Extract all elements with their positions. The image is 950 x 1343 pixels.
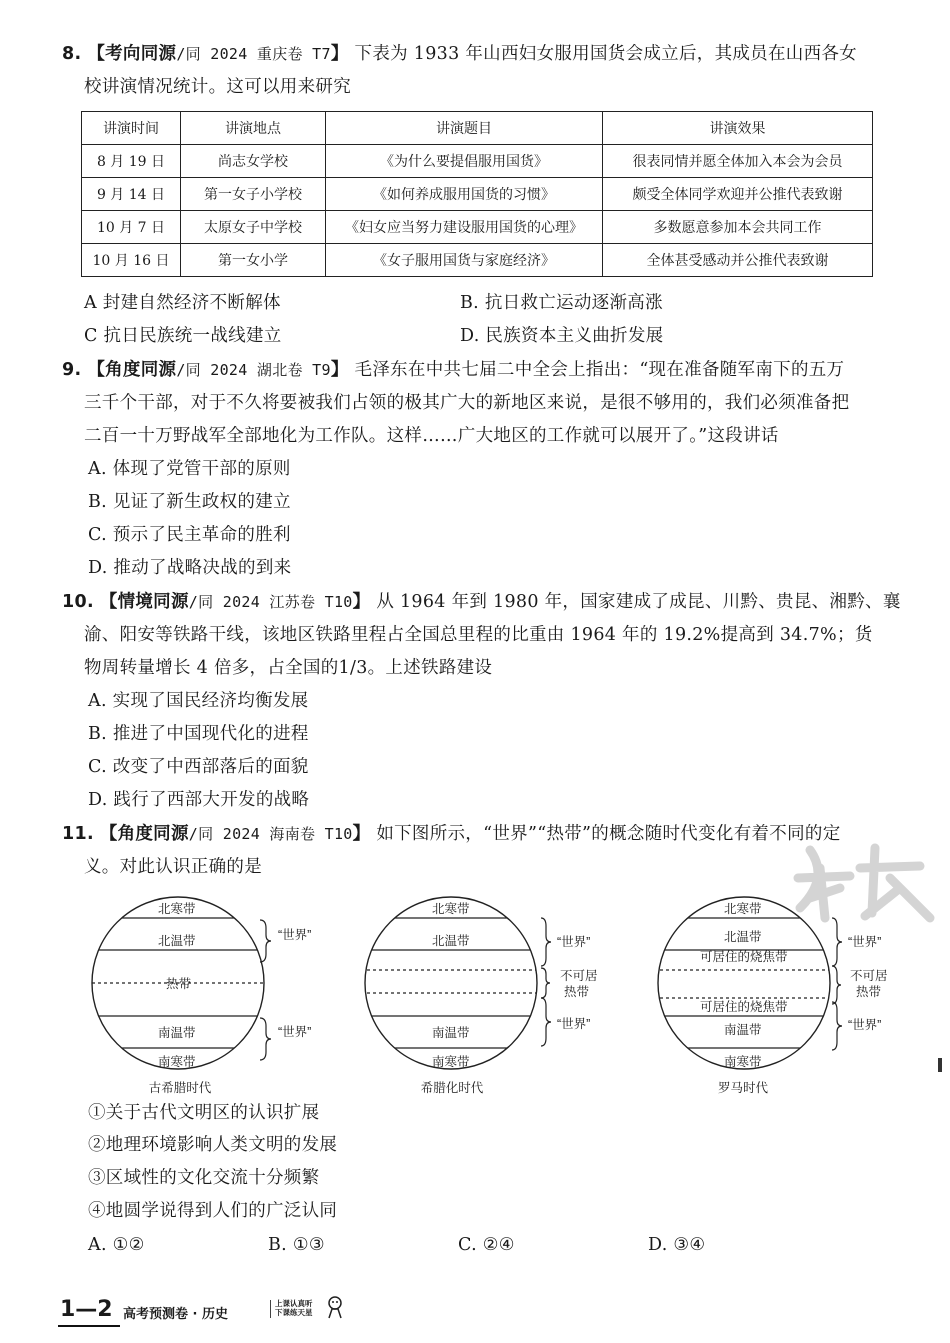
- brace-label: “世界”: [557, 935, 591, 949]
- question-source: /同 2024 海南卷 T10: [188, 825, 353, 843]
- brace-icon: [260, 1018, 271, 1060]
- zone-label: 可居住的烧焦带: [700, 950, 788, 964]
- q10-stem-line2: 渝、阳安等铁路干线，该地区铁路里程占全国总里程的比重由 1964 年的 19.2%提高到 34.7%；货: [84, 625, 873, 645]
- zone-label: 南寒带: [432, 1055, 470, 1069]
- statement-4: ④地圆学说得到人们的广泛认同: [88, 1201, 338, 1221]
- question-source: /同 2024 江苏卷 T10: [188, 593, 353, 611]
- brace-label: “世界”: [278, 928, 312, 942]
- table-header-row: [82, 112, 873, 145]
- brace-icon: [541, 998, 551, 1046]
- question-tag: 【情境同源: [99, 592, 189, 612]
- margin-mark: [938, 1058, 942, 1072]
- q11-option-a[interactable]: A. ①②: [88, 1235, 145, 1255]
- brace-icon: [260, 920, 271, 962]
- q8-option-d[interactable]: D. 民族资本主义曲折发展: [460, 326, 664, 346]
- question-number: 9.: [62, 360, 82, 380]
- diagram-caption: 罗马时代: [717, 1081, 768, 1095]
- q10-stem-line1: 10. 【情境同源/同 2024 江苏卷 T10】 从 1964 年到 1980 年，国家建成了成昆、川黔、贵昆、湘黔、襄: [62, 592, 901, 612]
- question-number: 8.: [62, 44, 82, 64]
- question-number: 10.: [62, 592, 94, 612]
- globe-outline: [658, 897, 830, 1069]
- q9-option-c[interactable]: C. 预示了民主革命的胜利: [88, 525, 291, 545]
- brace-label: “世界”: [848, 935, 882, 949]
- q11-stem-line2: 义。对此认识正确的是: [84, 857, 262, 877]
- table-header-cell: 讲演效果: [603, 112, 873, 145]
- zone-label: 可居住的烧焦带: [700, 1000, 788, 1014]
- q9-option-a[interactable]: A. 体现了党管干部的原则: [88, 459, 291, 479]
- question-tag: 【考向同源: [87, 44, 177, 64]
- q9-stem-line3: 二百一十万野战军全部地化为工作队。这样……广大地区的工作就可以展开了。”这段讲话: [84, 426, 779, 446]
- brace-label: 不可居: [850, 969, 888, 983]
- brace-label: “世界”: [278, 1025, 312, 1039]
- table-row: 8 月 19 日 尚志女学校 《为什么要提倡服用国货》 很表同情并愿全体加入本会为会员: [82, 145, 873, 178]
- q8-option-c[interactable]: C 抗日民族统一战线建立: [84, 326, 282, 346]
- brace-label: “世界”: [848, 1018, 882, 1032]
- statement-3: ③区域性的文化交流十分频繁: [88, 1168, 320, 1188]
- zone-label: 南寒带: [158, 1055, 196, 1069]
- zone-label: 南温带: [432, 1026, 470, 1040]
- table-header-cell: 讲演时间: [82, 112, 181, 145]
- q8-stem-line2: 校讲演情况统计。这可以用来研究: [84, 77, 351, 97]
- zone-label: 北寒带: [158, 902, 196, 916]
- q9-stem-line2: 三千个干部，对于不久将要被我们占领的极其广大的新地区来说，是很不够用的，我们必须准备把: [84, 393, 850, 413]
- table-header-cell: 讲演地点: [181, 112, 326, 145]
- q10-option-a[interactable]: A. 实现了国民经济均衡发展: [88, 691, 309, 711]
- zone-label: 北温带: [158, 934, 196, 948]
- zone-label: 北温带: [432, 934, 470, 948]
- brace-label: 热带: [856, 985, 882, 999]
- globe-diagram-ancient-greece: [80, 888, 350, 1078]
- table-row: 9 月 14 日 第一女子小学校 《如何养成服用国货的习惯》 颇受全体同学欢迎并公推代表致谢: [82, 178, 873, 211]
- table-row: 10 月 16 日 第一女小学 《女子服用国货与家庭经济》 全体甚受感动并公推代表致谢: [82, 244, 873, 277]
- q9-option-d[interactable]: D. 推动了战略决战的到来: [88, 558, 292, 578]
- table-row: 10 月 7 日 太原女子中学校 《妇女应当努力建设服用国货的心理》 多数愿意参加本会共同工作: [82, 211, 873, 244]
- q11-option-d[interactable]: D. ③④: [648, 1235, 706, 1255]
- footer-slogan: 上课认真听 下课练天星: [275, 1299, 313, 1317]
- q10-option-c[interactable]: C. 改变了中西部落后的面貌: [88, 757, 309, 777]
- brace-icon: [541, 918, 551, 966]
- q11-option-b[interactable]: B. ①③: [268, 1235, 325, 1255]
- table-header-cell: 讲演题目: [326, 112, 603, 145]
- footer-title: 高考预测卷 · 历史: [123, 1307, 228, 1322]
- q9-option-b[interactable]: B. 见证了新生政权的建立: [88, 492, 291, 512]
- diagram-caption: 古希腊时代: [148, 1081, 212, 1095]
- footer-rule: [58, 1325, 120, 1327]
- q9-stem-line1: 9. 【角度同源/同 2024 湖北卷 T9】 毛泽东在中共七届二中全会上指出：“现在准备随军南下的五万: [62, 360, 845, 380]
- zone-label: 南温带: [724, 1023, 762, 1037]
- lecture-table: [81, 111, 873, 277]
- q11-option-c[interactable]: C. ②④: [458, 1235, 515, 1255]
- question-tag: 【角度同源: [99, 824, 189, 844]
- zone-label: 南寒带: [724, 1055, 762, 1069]
- zone-label: 北寒带: [432, 902, 470, 916]
- q8-stem-line1: 8. 【考向同源/同 2024 重庆卷 T7】 下表为 1933 年山西妇女服用国货会成立后，其成员在山西各女: [62, 44, 857, 64]
- brace-icon: [541, 968, 550, 998]
- mascot-icon: [324, 1294, 346, 1320]
- brace-label: 不可居: [560, 969, 598, 983]
- brace-icon: [832, 918, 842, 966]
- statement-1: ①关于古代文明区的认识扩展: [88, 1103, 320, 1123]
- globe-outline: [365, 897, 537, 1069]
- q10-option-d[interactable]: D. 践行了西部大开发的战略: [88, 790, 310, 810]
- zone-label: 南温带: [158, 1026, 196, 1040]
- diagram-caption: 希腊化时代: [420, 1081, 484, 1095]
- q11-stem-line1: 11. 【角度同源/同 2024 海南卷 T10】 如下图所示，“世界”“热带”的概念随时代变化有着不同的定: [62, 824, 841, 844]
- statement-2: ②地理环境影响人类文明的发展: [88, 1135, 338, 1155]
- zone-label: 热带: [166, 977, 192, 991]
- footer-divider: [270, 1300, 271, 1318]
- brace-label: 热带: [564, 985, 590, 999]
- zone-label: 北寒带: [724, 902, 762, 916]
- question-source: /同 2024 重庆卷 T7: [176, 45, 331, 63]
- brace-label: “世界”: [557, 1017, 591, 1031]
- question-source: /同 2024 湖北卷 T9: [176, 361, 331, 379]
- brace-icon: [832, 966, 841, 1004]
- q10-option-b[interactable]: B. 推进了中国现代化的进程: [88, 724, 309, 744]
- q10-stem-line3: 物周转量增长 4 倍多，占全国的1/3。上述铁路建设: [84, 658, 493, 678]
- question-tag: 【角度同源: [87, 360, 177, 380]
- zone-label: 北温带: [724, 930, 762, 944]
- page-number: 1—2: [60, 1297, 113, 1322]
- q8-option-b[interactable]: B. 抗日救亡运动逐渐高涨: [460, 293, 663, 313]
- question-number: 11.: [62, 824, 94, 844]
- brace-icon: [832, 1002, 842, 1050]
- q8-option-a[interactable]: A 封建自然经济不断解体: [84, 293, 281, 313]
